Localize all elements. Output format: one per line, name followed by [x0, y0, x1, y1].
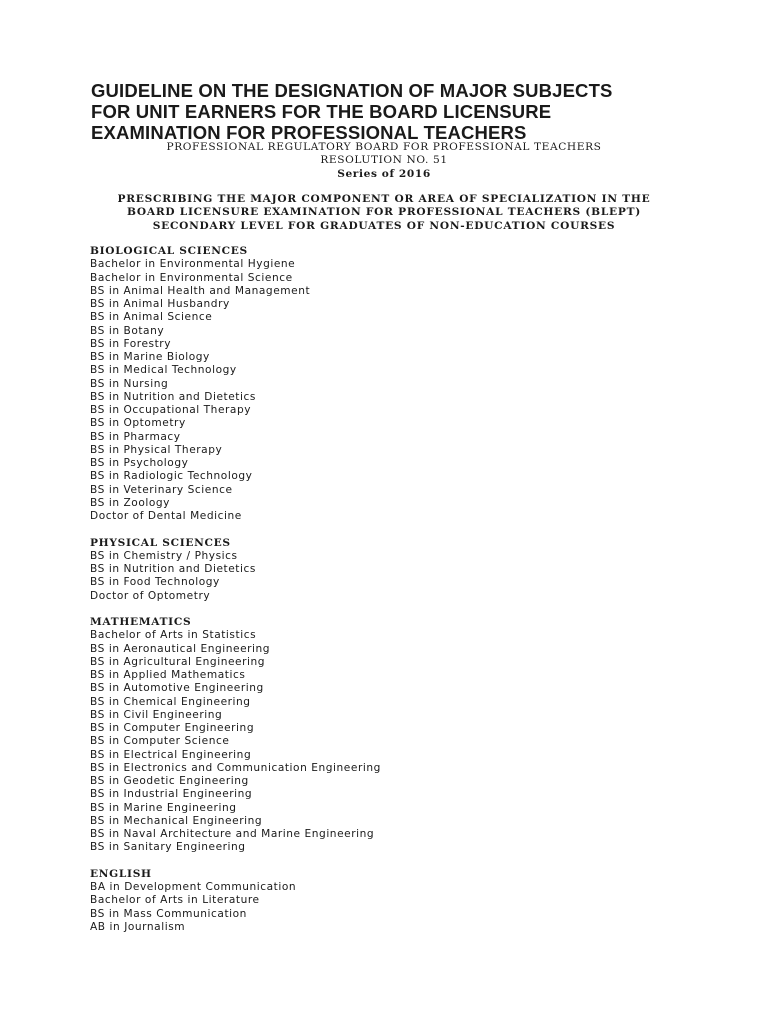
course-item: BS in Animal Husbandry: [90, 298, 230, 310]
section-spacer: [90, 855, 710, 868]
course-list: [90, 245, 710, 934]
prescribing-line: SECONDARY LEVEL FOR GRADUATES OF NON-EDUCATION COURSES: [152, 219, 616, 232]
title-line: EXAMINATION FOR PROFESSIONAL TEACHERS: [91, 122, 527, 143]
course-item: BS in Animal Science: [90, 311, 213, 324]
course-item: BS in Nursing: [90, 377, 169, 390]
course-item: BS in Veterinary Science: [90, 483, 233, 496]
course-item: BA in Development Communication: [90, 881, 297, 893]
course-item: BS in Mass Communication: [90, 907, 247, 920]
course-item: BS in Occupational Therapy: [90, 404, 252, 416]
resolution-number: RESOLUTION NO. 51: [320, 154, 448, 167]
course-item: BS in Pharmacy: [90, 430, 181, 443]
course-item: BS in Food Technology: [90, 576, 220, 589]
resolution-header: [0, 141, 768, 181]
course-item: Bachelor of Arts in Statistics: [90, 629, 257, 642]
section-spacer: [90, 603, 710, 616]
course-item: BS in Automotive Engineering: [90, 682, 264, 695]
section-heading: ENGLISH: [90, 867, 152, 880]
prescribing-statement: [0, 193, 768, 233]
course-item: BS in Naval Architecture and Marine Engineering: [90, 828, 375, 840]
course-item: Bachelor of Arts in Literature: [90, 894, 260, 907]
section-heading: MATHEMATICS: [90, 616, 192, 628]
prescribing-line: PRESCRIBING THE MAJOR COMPONENT OR AREA OF SPECIALIZATION IN THE: [117, 193, 651, 205]
course-item: BS in Forestry: [90, 337, 172, 350]
course-item: BS in Botany: [90, 324, 165, 337]
course-item: BS in Agricultural Engineering: [90, 655, 266, 668]
course-item: BS in Marine Engineering: [90, 801, 237, 814]
course-item: BS in Nutrition and Dietetics: [90, 563, 256, 575]
title-line: GUIDELINE ON THE DESIGNATION OF MAJOR SUBJECTS: [91, 80, 613, 101]
course-item: Doctor of Dental Medicine: [90, 510, 242, 522]
course-item: BS in Chemical Engineering: [90, 695, 251, 708]
resolution-series: Series of 2016: [337, 167, 431, 180]
course-item: Bachelor in Environmental Science: [90, 271, 293, 284]
section-spacer: [90, 523, 710, 536]
section-heading: PHYSICAL SCIENCES: [90, 536, 231, 549]
course-item: AB in Journalism: [90, 920, 186, 933]
course-item: BS in Applied Mathematics: [90, 669, 246, 681]
section-heading: BIOLOGICAL SCIENCES: [90, 245, 248, 257]
course-item: BS in Animal Health and Management: [90, 284, 311, 297]
course-item: BS in Radiologic Technology: [90, 470, 253, 483]
course-item: BS in Electronics and Communication Engineering: [90, 761, 381, 774]
course-item: BS in Nutrition and Dietetics: [90, 390, 256, 403]
course-item: BS in Zoology: [90, 496, 170, 509]
course-item: BS in Physical Therapy: [90, 443, 223, 456]
course-item: BS in Medical Technology: [90, 364, 237, 377]
course-item: BS in Optometry: [90, 417, 186, 430]
course-item: BS in Chemistry / Physics: [90, 549, 238, 562]
course-item: BS in Civil Engineering: [90, 708, 223, 721]
course-item: BS in Electrical Engineering: [90, 748, 252, 761]
course-item: BS in Sanitary Engineering: [90, 841, 246, 854]
course-item: BS in Psychology: [90, 457, 189, 469]
prescribing-line: BOARD LICENSURE EXAMINATION FOR PROFESSIONAL TEACHERS (BLEPT): [127, 206, 641, 219]
document-title: [91, 80, 711, 143]
course-item: Doctor of Optometry: [90, 589, 211, 602]
title-line: FOR UNIT EARNERS FOR THE BOARD LICENSURE: [91, 101, 552, 122]
course-item: BS in Computer Science: [90, 735, 230, 748]
course-item: Bachelor in Environmental Hygiene: [90, 258, 296, 271]
course-item: BS in Marine Biology: [90, 351, 210, 363]
course-item: BS in Mechanical Engineering: [90, 814, 263, 827]
course-item: BS in Industrial Engineering: [90, 788, 253, 801]
course-item: BS in Geodetic Engineering: [90, 775, 249, 787]
board-name: PROFESSIONAL REGULATORY BOARD FOR PROFESSIONAL TEACHERS: [166, 141, 602, 153]
course-item: BS in Computer Engineering: [90, 722, 255, 734]
course-item: BS in Aeronautical Engineering: [90, 642, 271, 655]
